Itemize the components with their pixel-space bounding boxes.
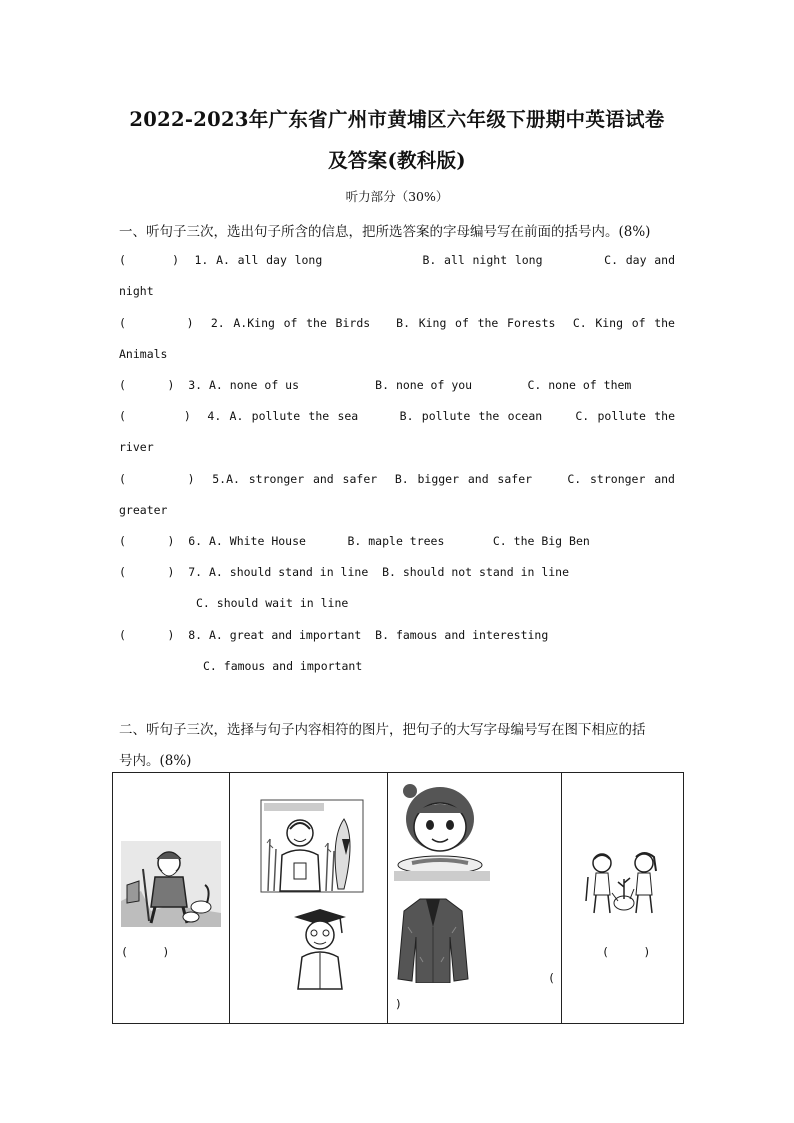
section1-instruction: 一、听句子三次，选出句子所含的信息，把所选答案的字母编号写在前面的括号内。(8%) bbox=[119, 224, 651, 240]
question-2-wrap: Animals bbox=[119, 347, 168, 361]
picture-cell-3 bbox=[388, 773, 562, 1024]
answer-paren-3-close: ) bbox=[395, 997, 402, 1011]
question-4-wrap: river bbox=[119, 440, 154, 454]
question-8-option-c: C. famous and important bbox=[203, 659, 363, 673]
answer-paren-4: ( ) bbox=[602, 945, 651, 959]
exam-title-line2: 及答案(教科版) bbox=[328, 149, 466, 172]
picture-cell-4 bbox=[562, 773, 684, 1024]
question-5: ( ) 5.A. stronger and safer B. bigger and safer C. stronger and bbox=[119, 472, 675, 486]
girl-eating-picture bbox=[394, 779, 490, 881]
question-3: ( ) 3. A. none of us B. none of you C. none of them bbox=[119, 378, 632, 392]
question-1: ( ) 1. A. all day long B. all night long C. day and bbox=[119, 253, 675, 267]
graduate-with-cap-picture bbox=[280, 907, 356, 991]
children-planting-tree-picture bbox=[582, 849, 664, 917]
picture-cell-1 bbox=[113, 773, 230, 1024]
question-7: ( ) 7. A. should stand in line B. should not stand in line bbox=[119, 565, 570, 579]
old-man-with-geese-picture bbox=[121, 841, 221, 927]
question-2: ( ) 2. A.King of the Birds B. King of the Forests C. King of the bbox=[119, 316, 675, 330]
picture-table bbox=[112, 772, 684, 1024]
answer-paren-3-open: ( bbox=[548, 971, 555, 985]
question-8: ( ) 8. A. great and important B. famous and interesting bbox=[119, 628, 549, 642]
question-1-wrap: night bbox=[119, 284, 154, 298]
listening-section-label: 听力部分（30%） bbox=[345, 189, 449, 204]
section2-instruction-line2: 号内。(8%) bbox=[119, 753, 192, 769]
section2-instruction-line1: 二、听句子三次，选择与句子内容相符的图片，把句子的大写字母编号写在图下相应的括 bbox=[119, 722, 646, 738]
question-5-wrap: greater bbox=[119, 503, 168, 517]
answer-paren-1: ( ) bbox=[121, 945, 170, 959]
scientist-in-rice-field-picture bbox=[260, 799, 364, 893]
question-4: ( ) 4. A. pollute the sea B. pollute the ocean C. pollute the bbox=[119, 409, 675, 423]
question-7-option-c: C. should wait in line bbox=[196, 596, 349, 610]
exam-title-line1: 2022-2023年广东省广州市黄埔区六年级下册期中英语试卷 bbox=[129, 108, 665, 131]
question-6: ( ) 6. A. White House B. maple trees C. the Big Ben bbox=[119, 534, 590, 548]
fur-coat-picture bbox=[396, 897, 470, 983]
picture-cell-2 bbox=[230, 773, 388, 1024]
